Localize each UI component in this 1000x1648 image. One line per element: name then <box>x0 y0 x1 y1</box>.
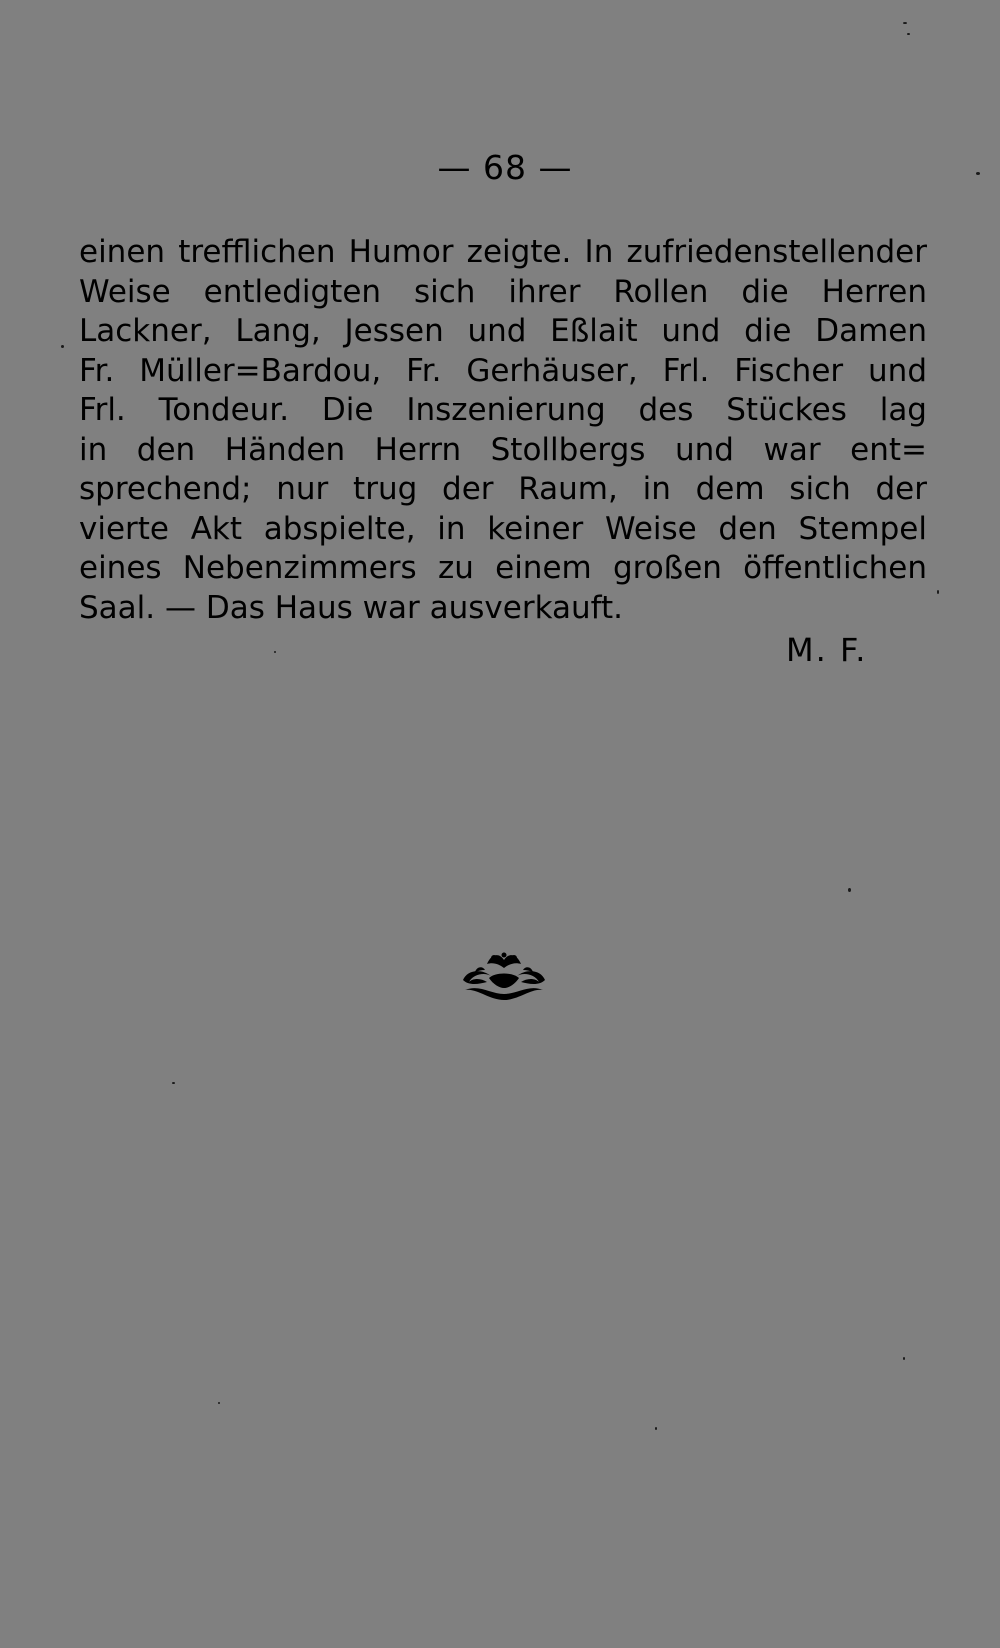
text-line: Saal. — Das Haus war ausverkauft. <box>79 589 624 626</box>
body-paragraph <box>79 233 927 628</box>
print-speck <box>976 172 980 175</box>
print-speck <box>903 22 907 24</box>
print-speck <box>903 1357 905 1360</box>
text-line: in den Händen Herrn Stollbergs und war ent= <box>79 431 927 468</box>
text-line: Lackner, Lang, Jessen und Eßlait und die Damen <box>79 313 927 349</box>
author-signature: M. F. <box>786 631 868 669</box>
text-line: Weise entledigten sich ihrer Rollen die Herren <box>79 273 927 310</box>
text-line: einen trefflichen Humor zeigte. In zufriedenstellender <box>79 234 927 270</box>
text-line: sprechend; nur trug der Raum, in dem sich der <box>79 471 927 507</box>
page-number: — 68 — <box>437 148 573 187</box>
print-speck <box>848 888 851 892</box>
text-line: Frl. Tondeur. Die Inszenierung des Stückes lag <box>79 392 927 428</box>
print-speck <box>218 1402 220 1404</box>
print-speck <box>274 651 276 653</box>
print-speck <box>61 345 64 348</box>
text-line: eines Nebenzimmers zu einem großen öffentlichen <box>79 550 927 586</box>
text-line: Fr. Müller=Bardou, Fr. Gerhäuser, Frl. Fischer und <box>79 352 927 389</box>
print-speck <box>655 1427 657 1430</box>
print-speck <box>172 1082 175 1084</box>
text-line: vierte Akt abspielte, in keiner Weise den Stempel <box>79 510 927 547</box>
print-speck <box>907 33 910 35</box>
floral-vignette-icon <box>459 950 549 1002</box>
print-speck <box>937 590 939 594</box>
